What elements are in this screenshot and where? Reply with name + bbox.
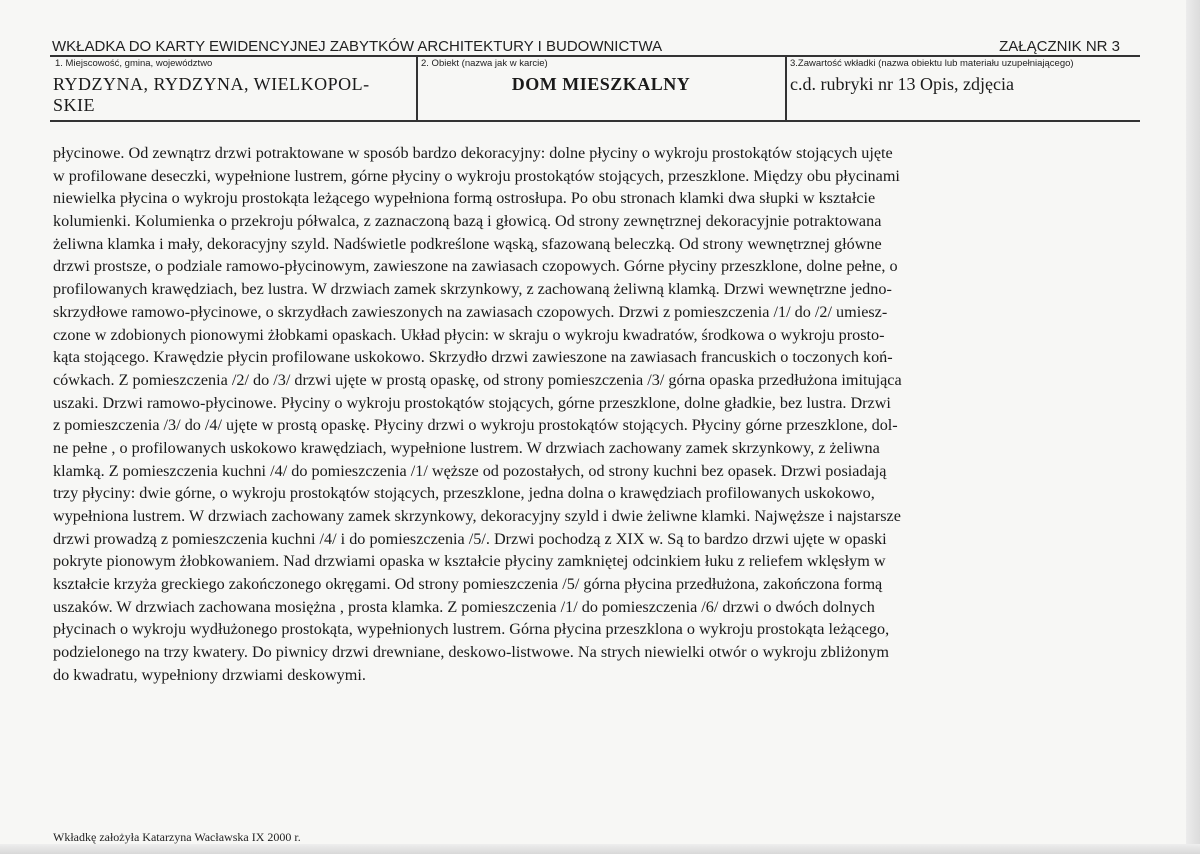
- field-label-object: 2. Obiekt (nazwa jak w karcie): [421, 58, 548, 69]
- body-line: czone w zdobionych pionowymi żłobkami opaskach. Układ płycin: w skraju o wykroju kwadratów, środkowa o wykroju prosto-: [53, 325, 885, 344]
- form-title: WKŁADKA DO KARTY EWIDENCYJNEJ ZABYTKÓW ARCHITEKTURY I BUDOWNICTWA: [52, 38, 663, 55]
- field-divider-2: [785, 56, 787, 121]
- body-line: z pomieszczenia /3/ do /4/ ujęte w prostą opaskę. Płyciny drzwi o wykroju prostokątów stojących. Płyciny górne przeszklone, dol-: [53, 416, 898, 435]
- field-value-location-line-1: RYDZYNA, RYDZYNA, WIELKOPOL-: [53, 74, 370, 94]
- body-line: niewielka płycina o wykroju prostokąta leżącego wypełniona formą ostrosłupa. Po obu stronach klamki dwa słupki w kształcie: [53, 189, 876, 208]
- body-line: do kwadratu, wypełniony drzwiami deskowymi.: [53, 665, 366, 684]
- field-label-contents: 3.Zawartość wkładki (nazwa obiektu lub materiału uzupełniającego): [790, 58, 1074, 69]
- appendix-label: ZAŁĄCZNIK NR 3: [999, 38, 1120, 55]
- field-value-object: DOM MIESZKALNY: [511, 74, 691, 94]
- body-line: ne pełne , o profilowanych uskokowo krawędziach, wypełnione lustrem. W drzwiach zachowany zamek skrzynkowy, z żeliwna: [53, 438, 880, 457]
- body-line: skrzydłowe ramowo-płycinowe, o skrzydłach zawieszonych na zawiasach czopowych. Drzwi z pomieszczenia /1/ do /2/ umiesz-: [53, 302, 888, 321]
- body-line: płycinowe. Od zewnątrz drzwi potraktowane w sposób bardzo dekoracyjny: dolne płyciny o wykroju prostokątów stojących ujęte: [53, 144, 893, 162]
- body-line: wypełniona lustrem. W drzwiach zachowany zamek skrzynkowy, dekoracyjny szyld i dwie żeliwne klamki. Najwęższe i najstarsze: [53, 507, 901, 525]
- body-line: drzwi prostsze, o podziale ramowo-płycinowym, zawieszone na zawiasach czopowych. Górne płyciny przeszklone, dolne pełne, o: [53, 257, 898, 276]
- field-value-location: [53, 74, 413, 116]
- body-line: pokryte pionowym żłobkowaniem. Nad drzwiami opaska w kształcie płyciny zamkniętej odcinkiem łuku z reliefem wklęsłym w: [53, 552, 886, 571]
- body-line: żeliwna klamka i mały, dekoracyjny szyld. Nadświetle podkreślone wąską, sfazowaną beleczką. Od strony wewnętrznej główne: [53, 234, 882, 253]
- body-line: kolumienki. Kolumienka o przekroju półwalca, z zaznaczoną bazą i głowicą. Od strony zewnętrznej dekoracyjnie potraktowana: [53, 212, 882, 231]
- field-value-contents: c.d. rubryki nr 13 Opis, zdjęcia: [790, 74, 1014, 94]
- header-rule-top: [50, 55, 1140, 57]
- body-line: cówkach. Z pomieszczenia /2/ do /3/ drzwi ujęte w prostą opaskę, od strony pomieszczenia /3/ górna opaska przedłużona imitująca: [53, 370, 902, 389]
- page-edge-bottom: [0, 844, 1200, 854]
- body-line: kształcie krzyża greckiego zakończonego okręgami. Od strony pomieszczenia /5/ górna płycina przedłużona, zakończona formą: [53, 575, 883, 594]
- author-footer: Wkładkę założyła Katarzyna Wacławska IX 2000 r.: [53, 830, 301, 844]
- body-line: w profilowane deseczki, wypełnione lustrem, górne płyciny o wykroju prostokątów stojących, przeszklone. Między obu płycinami: [53, 166, 900, 185]
- header-rule-bottom: [50, 120, 1140, 122]
- body-line: uszaki. Drzwi ramowo-płycinowe. Płyciny o wykroju prostokątów stojących, górne przeszklone, dolne gładkie, bez lustra. Drzwi: [53, 393, 891, 412]
- body-line: profilowanych krawędziach, bez lustra. W drzwiach zamek skrzynkowy, z zachowaną żeliwną klamką. Drzwi wewnętrzne jedno-: [53, 280, 892, 299]
- body-line: kąta stojącego. Krawędzie płycin profilowane uskokowo. Skrzydło drzwi zawieszone na zawiasach francuskich o toczonych koń-: [53, 348, 893, 367]
- body-line: trzy płyciny: dwie górne, o wykroju prostokątów stojących, przeszklone, jedna dolna o krawędziach profilowanych uskokowo,: [53, 484, 875, 503]
- page-edge-right: [1186, 0, 1200, 854]
- body-line: płycinach o wykroju wydłużonego prostokąta, wypełnionych lustrem. Górna płycina przeszklona o wykroju prostokąta leżącego,: [53, 620, 890, 639]
- body-line: klamką. Z pomieszczenia kuchni /4/ do pomieszczenia /1/ węższe od pozostałych, od strony kuchni bez opasek. Drzwi posiadają: [53, 461, 887, 480]
- body-line: podzielonego na trzy kwatery. Do piwnicy drzwi drewniane, deskowo-listwowe. Na strych niewielki otwór o wykroju zbliżonym: [53, 643, 889, 662]
- body-line: drzwi prowadzą z pomieszczenia kuchni /4/ i do pomieszczenia /5/. Drzwi pochodzą z XIX w. Są to bardzo drzwi ujęte w opaski: [53, 529, 887, 548]
- field-value-location-line-2: SKIE: [53, 95, 95, 115]
- body-line: uszaków. W drzwiach zachowana mosiężna , prosta klamka. Z pomieszczenia /1/ do pomieszczenia /6/ drzwi o dwóch dolnych: [53, 597, 875, 616]
- description-body: [53, 142, 1143, 687]
- field-label-location: 1. Miejscowość, gmina, województwo: [55, 58, 213, 69]
